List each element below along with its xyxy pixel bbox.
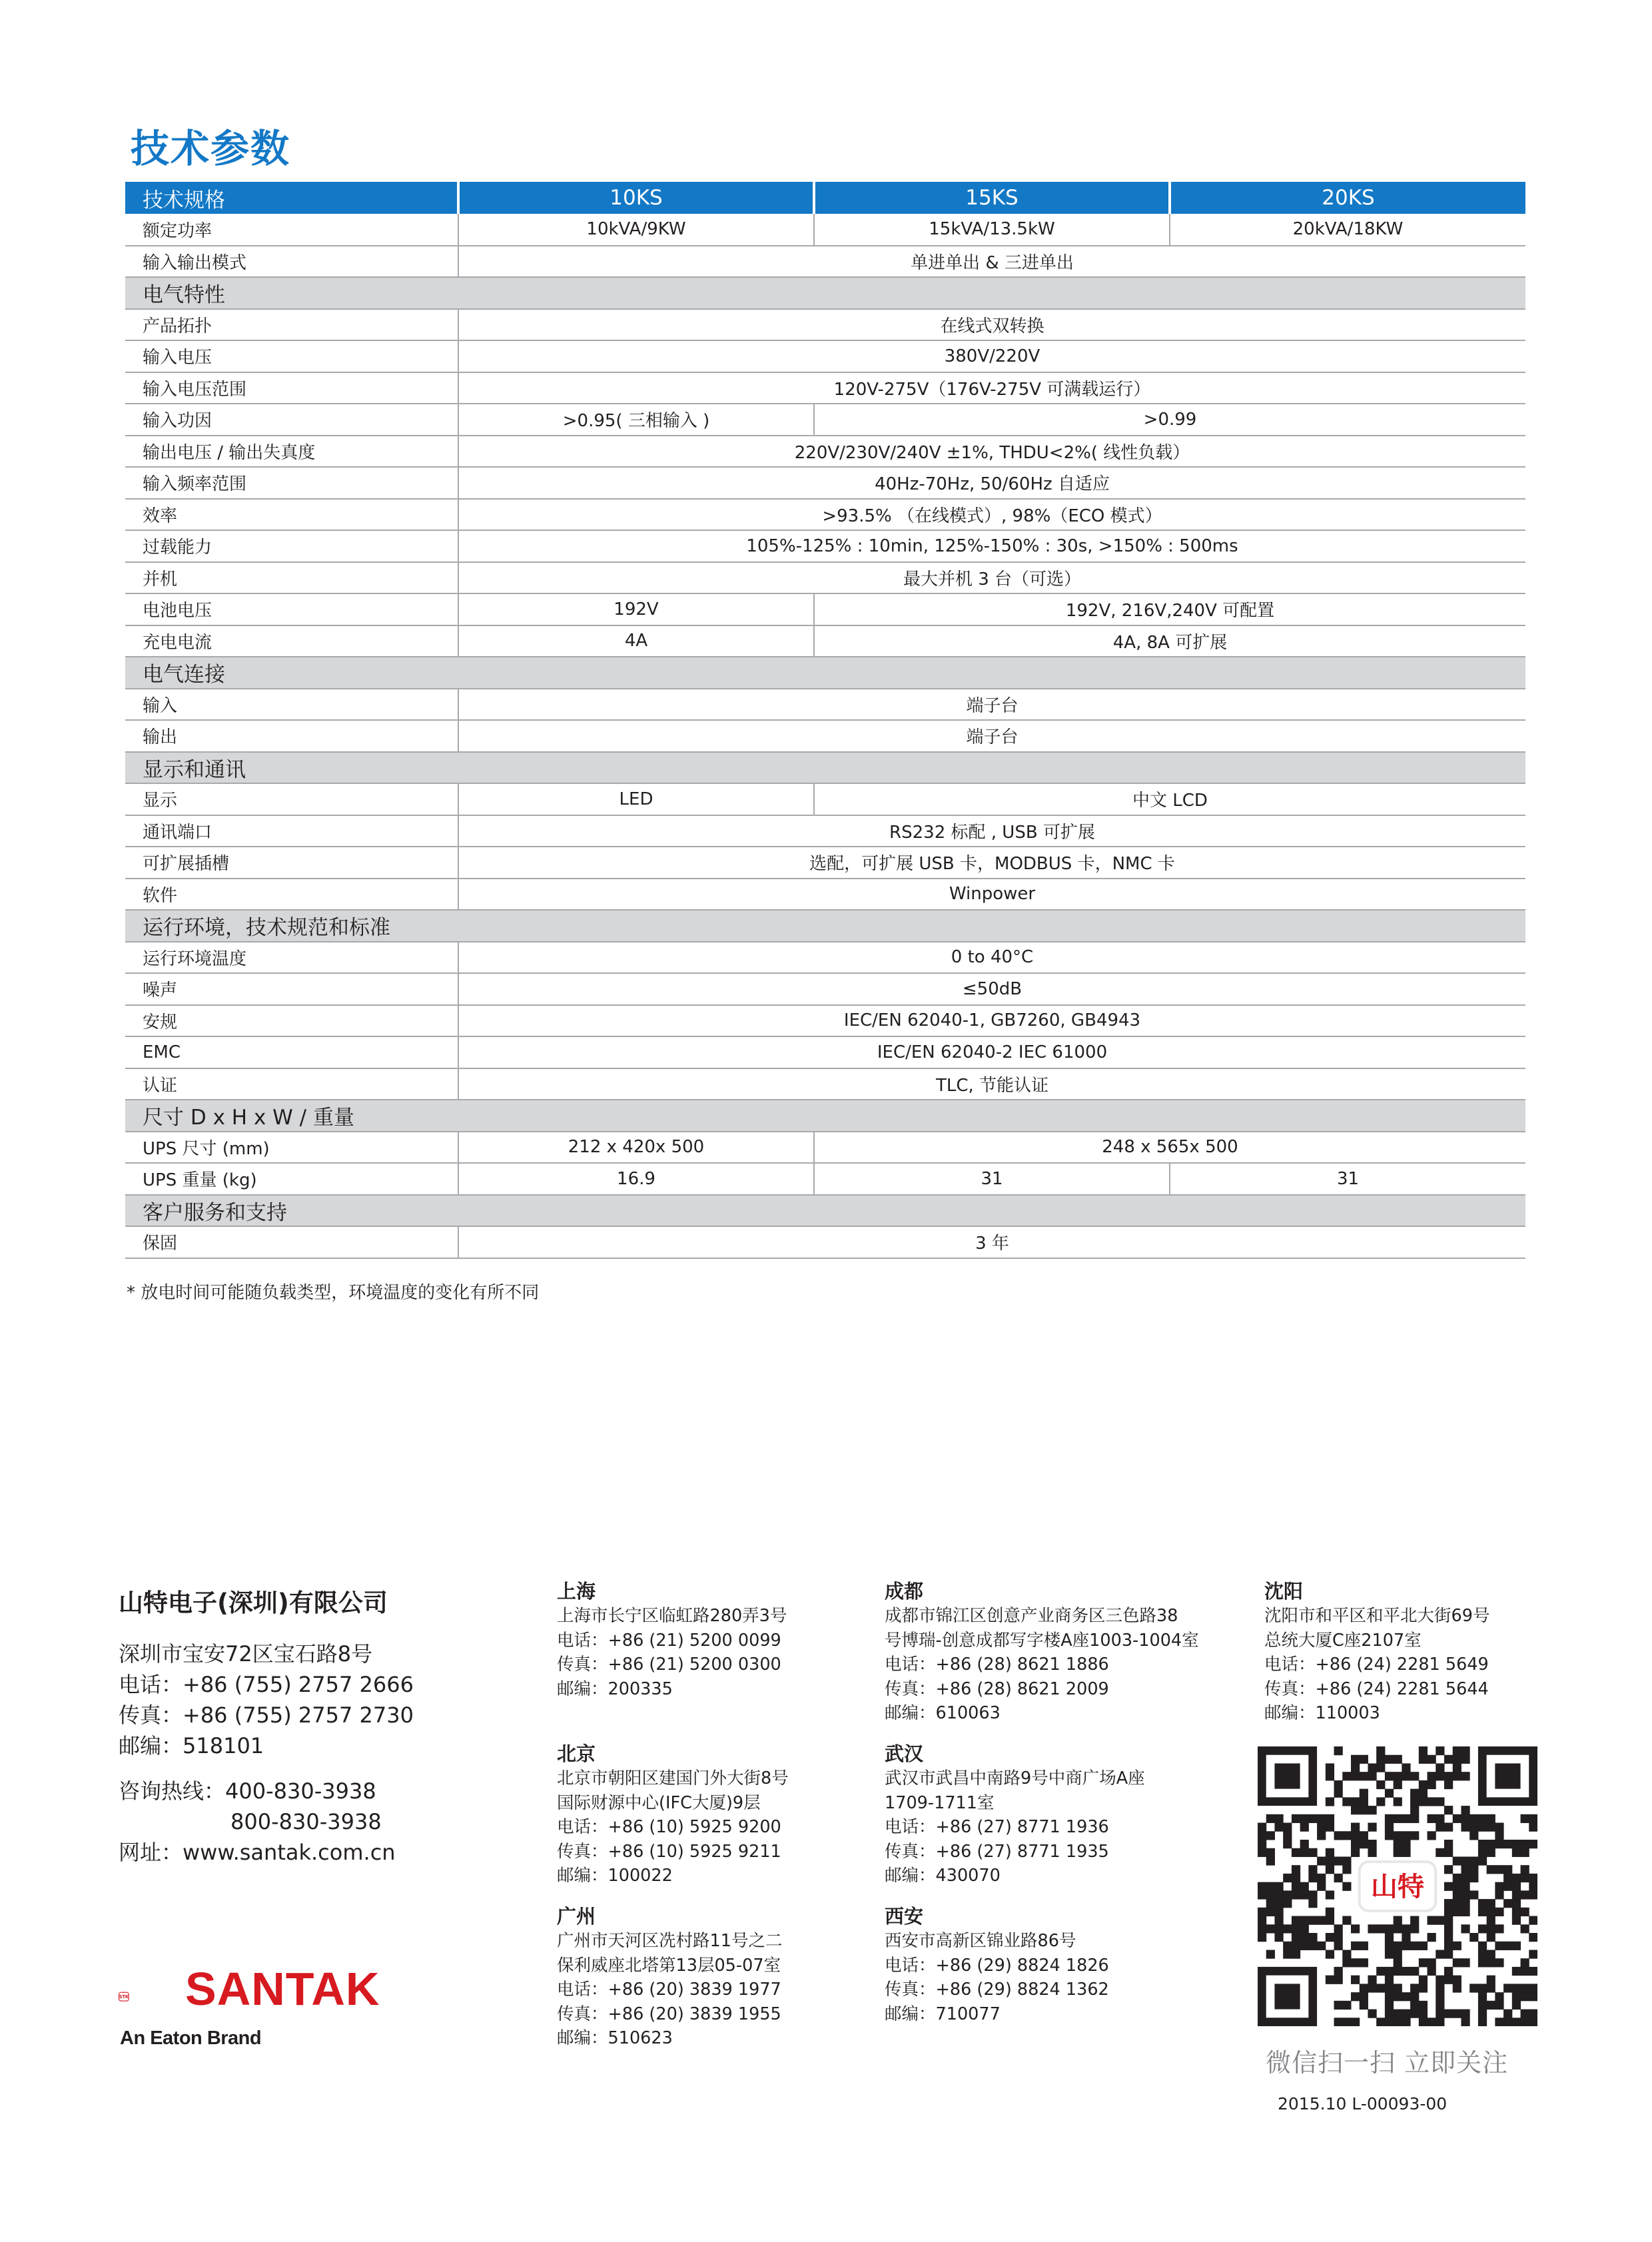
- office-guangzhou: [557, 1904, 877, 2051]
- row-value: 端子台: [458, 689, 1525, 721]
- table-row: [125, 1068, 1525, 1100]
- table-row: [125, 815, 1525, 847]
- office-city: 广州: [557, 1905, 596, 1928]
- header-10ks: 10KS: [458, 182, 814, 214]
- row-label: 运行环境温度: [125, 942, 458, 974]
- table-row: [125, 372, 1525, 404]
- row-value: IEC/EN 62040-1, GB7260, GB4943: [458, 1005, 1525, 1037]
- office-line: 1709-1711室: [885, 1792, 995, 1813]
- office-line: 号博瑞-创意成都写字楼A座1003-1004室: [885, 1630, 1199, 1651]
- table-header-row: [125, 182, 1525, 214]
- row-value: 212 x 420x 500: [458, 1132, 814, 1164]
- table-row: [125, 530, 1525, 562]
- office-xian: [885, 1904, 1204, 2026]
- spec-table: [125, 182, 1525, 1259]
- table-row: [125, 783, 1525, 815]
- table-row: [125, 625, 1525, 657]
- table-row: [125, 436, 1525, 468]
- table-row: [125, 309, 1525, 341]
- office-line: 电话：+86 (21) 5200 0099: [557, 1630, 781, 1651]
- footnote: * 放电时间可能随负载类型，环境温度的变化有所不同: [127, 1283, 540, 1303]
- row-label: 通讯端口: [125, 815, 458, 847]
- row-value: 220V/230V/240V ±1%, THDU<2%( 线性负载）: [458, 436, 1525, 468]
- row-label: 输出电压 / 输出失真度: [125, 436, 458, 468]
- office-line: 邮编：510623: [557, 2028, 673, 2048]
- table-row: [125, 467, 1525, 499]
- row-label: 并机: [125, 562, 458, 594]
- office-city: 上海: [557, 1580, 596, 1603]
- office-line: 沈阳市和平区和平北大街69号: [1264, 1606, 1490, 1626]
- header-20ks: 20KS: [1170, 182, 1525, 214]
- office-line: 电话：+86 (24) 2281 5649: [1264, 1655, 1489, 1675]
- row-label: 输入频率范围: [125, 467, 458, 499]
- office-city: 北京: [557, 1742, 596, 1765]
- hotline-2: 800-830-3938: [230, 1809, 382, 1834]
- section-header-row: [125, 277, 1525, 309]
- row-value: 31: [1170, 1163, 1525, 1195]
- row-value: 380V/220V: [458, 340, 1525, 372]
- office-line: 邮编：610063: [885, 1703, 1001, 1723]
- qr-code-icon[interactable]: [1258, 1746, 1537, 2026]
- row-label: 可扩展插槽: [125, 847, 458, 879]
- table-row: [125, 847, 1525, 879]
- row-value: 选配，可扩展 USB 卡，MODBUS 卡，NMC 卡: [458, 847, 1525, 879]
- company-phone: 电话：+86 (755) 2757 2666: [119, 1672, 414, 1697]
- row-label: UPS 尺寸 (mm): [125, 1132, 458, 1164]
- row-value: 40Hz-70Hz, 50/60Hz 自适应: [458, 467, 1525, 499]
- office-line: 邮编：430070: [885, 1866, 1001, 1886]
- brand-tagline: An Eaton Brand: [120, 2028, 262, 2049]
- office-line: 传真：+86 (10) 5925 9211: [557, 1841, 781, 1862]
- row-value: RS232 标配 , USB 可扩展: [458, 815, 1525, 847]
- section-label: 电气特性: [125, 277, 1525, 309]
- office-line: 传真：+86 (29) 8824 1362: [885, 1980, 1109, 2000]
- header-spec: 技术规格: [125, 182, 458, 214]
- qr-caption: 微信扫一扫 立即关注: [1266, 2048, 1509, 2077]
- office-line: 上海市长宁区临虹路280弄3号: [557, 1606, 787, 1626]
- row-label: EMC: [125, 1036, 458, 1068]
- row-value: >0.95( 三相输入 ): [458, 404, 814, 436]
- company-address: 深圳市宝安72区宝石路8号: [119, 1641, 373, 1667]
- row-label: 电池电压: [125, 593, 458, 625]
- office-line: 邮编：710077: [885, 2004, 1001, 2024]
- row-label: 额定功率: [125, 214, 458, 246]
- office-line: 电话：+86 (29) 8824 1826: [885, 1955, 1109, 1976]
- company-postcode: 邮编：518101: [119, 1733, 264, 1758]
- row-label: 产品拓扑: [125, 309, 458, 341]
- row-label: 输入电压范围: [125, 372, 458, 404]
- row-value: 单进单出 & 三进单出: [458, 246, 1525, 278]
- row-value: 0 to 40°C: [458, 942, 1525, 974]
- section-header-row: [125, 1100, 1525, 1132]
- row-value: 中文 LCD: [814, 783, 1525, 815]
- office-line: 传真：+86 (27) 8771 1935: [885, 1841, 1109, 1862]
- row-label: 显示: [125, 783, 458, 815]
- section-label: 客户服务和支持: [125, 1195, 1525, 1227]
- office-line: 电话：+86 (27) 8771 1936: [885, 1817, 1109, 1837]
- table-row: [125, 246, 1525, 278]
- office-line: 国际财源中心(IFC大厦)9层: [557, 1792, 761, 1813]
- table-row: [125, 214, 1525, 246]
- company-name: 山特电子(深圳)有限公司: [119, 1589, 388, 1617]
- section-label: 显示和通讯: [125, 752, 1525, 784]
- santak-logo-icon: [119, 1972, 176, 2022]
- table-row: [125, 1036, 1525, 1068]
- office-line: 保利威座北塔第13层05-07室: [557, 1955, 781, 1976]
- brand-name: SANTAK: [185, 1963, 380, 2015]
- table-row: [125, 689, 1525, 721]
- row-label: 软件: [125, 879, 458, 911]
- row-label: UPS 重量 (kg): [125, 1163, 458, 1195]
- table-row: [125, 973, 1525, 1005]
- row-value: LED: [458, 783, 814, 815]
- office-line: 传真：+86 (21) 5200 0300: [557, 1655, 781, 1675]
- office-line: 电话：+86 (10) 5925 9200: [557, 1817, 781, 1837]
- row-value: 在线式双转换: [458, 309, 1525, 341]
- row-label: 效率: [125, 499, 458, 531]
- office-line: 广州市天河区冼村路11号之二: [557, 1931, 783, 1951]
- office-city: 成都: [885, 1580, 924, 1603]
- office-line: 传真：+86 (20) 3839 1955: [557, 2004, 781, 2024]
- office-line: 邮编：200335: [557, 1679, 673, 1699]
- row-value: TLC, 节能认证: [458, 1068, 1525, 1100]
- row-value: 4A: [458, 625, 814, 657]
- table-row: [125, 1226, 1525, 1258]
- row-label: 认证: [125, 1068, 458, 1100]
- office-city: 西安: [885, 1905, 924, 1928]
- office-city: 沈阳: [1264, 1580, 1304, 1603]
- section-label: 运行环境，技术规范和标准: [125, 910, 1525, 942]
- row-label: 保固: [125, 1226, 458, 1258]
- office-line: 邮编：100022: [557, 1866, 673, 1886]
- row-value: 10kVA/9KW: [458, 214, 814, 246]
- office-line: 传真：+86 (24) 2281 5644: [1264, 1679, 1489, 1699]
- office-wuhan: [885, 1741, 1204, 1888]
- table-row: [125, 942, 1525, 974]
- office-shanghai: [557, 1579, 877, 1701]
- row-value: 最大并机 3 台（可选）: [458, 562, 1525, 594]
- row-value: 248 x 565x 500: [814, 1132, 1525, 1164]
- table-row: [125, 879, 1525, 911]
- svg-text:STK: STK: [119, 1994, 129, 2000]
- website-link[interactable]: 网址：www.santak.com.cn: [119, 1840, 396, 1865]
- document-code: 2015.10 L-00093-00: [1278, 2094, 1447, 2113]
- table-row: [125, 404, 1525, 436]
- company-fax: 传真：+86 (755) 2757 2730: [119, 1702, 414, 1728]
- office-line: 北京市朝阳区建国门外大街8号: [557, 1768, 789, 1788]
- section-header-row: [125, 657, 1525, 689]
- row-label: 输入输出模式: [125, 246, 458, 278]
- row-label: 输出: [125, 720, 458, 752]
- table-row: [125, 499, 1525, 531]
- row-value: 16.9: [458, 1163, 814, 1195]
- row-label: 噪声: [125, 973, 458, 1005]
- qr-center-label: 山特: [1371, 1872, 1424, 1902]
- hotline-block: [119, 1776, 396, 1868]
- office-line: 西安市高新区锦业路86号: [885, 1931, 1076, 1951]
- table-row: [125, 593, 1525, 625]
- office-shenyang: [1264, 1579, 1584, 1726]
- section-label: 尺寸 D x H x W / 重量: [125, 1100, 1525, 1132]
- table-row: [125, 1005, 1525, 1037]
- row-value: IEC/EN 62040-2 IEC 61000: [458, 1036, 1525, 1068]
- row-label: 安规: [125, 1005, 458, 1037]
- row-value: 3 年: [458, 1226, 1525, 1258]
- row-label: 输入电压: [125, 340, 458, 372]
- office-beijing: [557, 1741, 877, 1888]
- page-title: 技术参数: [131, 126, 291, 171]
- row-value: >93.5% （在线模式）, 98%（ECO 模式）: [458, 499, 1525, 531]
- office-line: 传真：+86 (28) 8621 2009: [885, 1679, 1109, 1699]
- office-line: 总统大厦C座2107室: [1264, 1630, 1422, 1651]
- office-line: 武汉市武昌中南路9号中商广场A座: [885, 1768, 1145, 1788]
- office-city: 武汉: [885, 1742, 924, 1765]
- hotline-1: 咨询热线：400-830-3938: [119, 1778, 376, 1804]
- row-value: 端子台: [458, 720, 1525, 752]
- row-value: 31: [814, 1163, 1170, 1195]
- row-value: ≤50dB: [458, 973, 1525, 1005]
- row-label: 充电电流: [125, 625, 458, 657]
- row-value: >0.99: [814, 404, 1525, 436]
- row-value: Winpower: [458, 879, 1525, 911]
- table-row: [125, 562, 1525, 594]
- office-chengdu: [885, 1579, 1238, 1726]
- row-label: 输入功因: [125, 404, 458, 436]
- row-value: 120V-275V（176V-275V 可满载运行）: [458, 372, 1525, 404]
- section-header-row: [125, 1195, 1525, 1227]
- section-header-row: [125, 752, 1525, 784]
- table-row: [125, 340, 1525, 372]
- row-label: 过载能力: [125, 530, 458, 562]
- office-line: 邮编：110003: [1264, 1703, 1380, 1723]
- row-value: 192V, 216V,240V 可配置: [814, 593, 1525, 625]
- office-line: 成都市锦江区创意产业商务区三色路38: [885, 1606, 1178, 1626]
- table-row: [125, 1163, 1525, 1195]
- table-row: [125, 1132, 1525, 1164]
- office-line: 电话：+86 (20) 3839 1977: [557, 1980, 781, 2000]
- spec-table-body: [125, 214, 1525, 1258]
- row-value: 4A, 8A 可扩展: [814, 625, 1525, 657]
- row-value: 15kVA/13.5kW: [814, 214, 1170, 246]
- section-label: 电气连接: [125, 657, 1525, 689]
- row-label: 输入: [125, 689, 458, 721]
- company-contact: [119, 1639, 414, 1761]
- header-15ks: 15KS: [814, 182, 1170, 214]
- office-line: 电话：+86 (28) 8621 1886: [885, 1655, 1109, 1675]
- row-value: 105%-125% : 10min, 125%-150% : 30s, >150% : 500ms: [458, 530, 1525, 562]
- section-header-row: [125, 910, 1525, 942]
- table-row: [125, 720, 1525, 752]
- row-value: 20kVA/18KW: [1170, 214, 1525, 246]
- row-value: 192V: [458, 593, 814, 625]
